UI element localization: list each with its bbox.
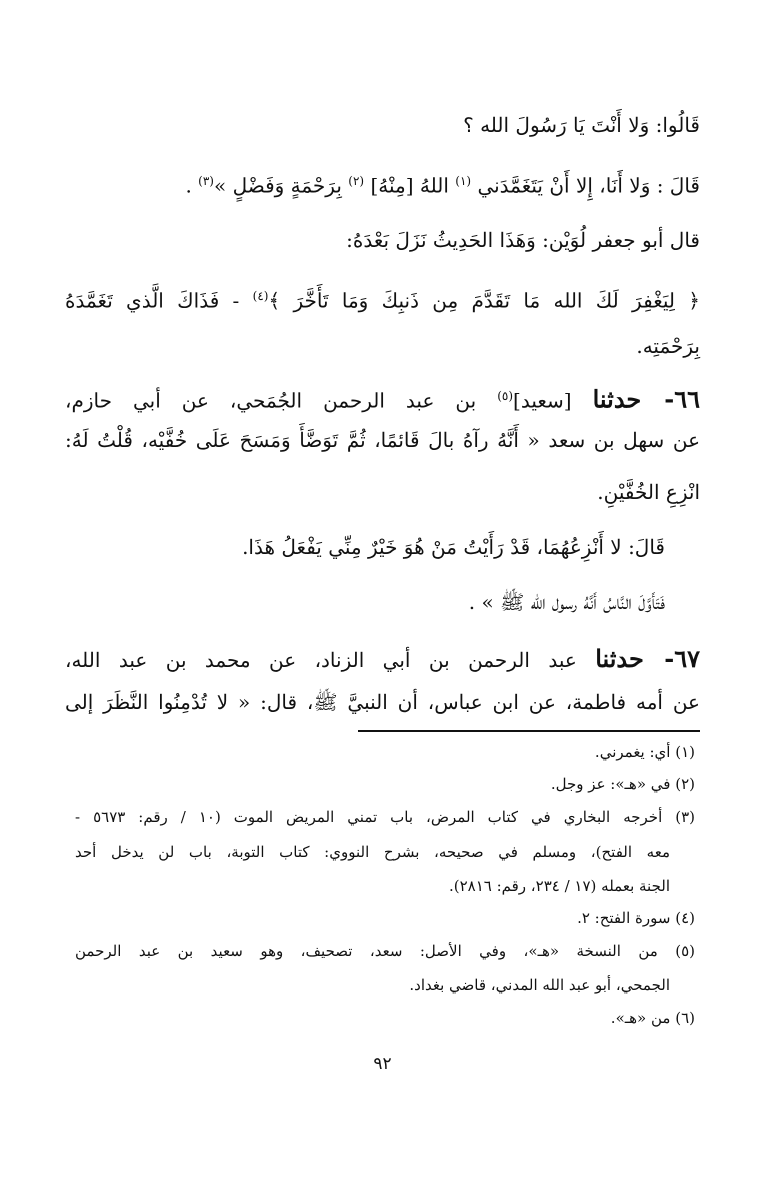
body-line-5: بِرَحْمَتِه. bbox=[636, 334, 700, 358]
footnote-3: (٣) أخرجه البخاري في كتاب المرض، باب تمني المريض الموت (١٠ / رقم: ٥٦٧٣ - bbox=[75, 808, 696, 826]
body-line-1: قَالُوا: وَلا أَنْتَ يَا رَسُولَ الله ؟ bbox=[463, 113, 700, 137]
text-segment: اللهُ [مِنْهُ] bbox=[370, 173, 449, 198]
hadith-67-header bbox=[65, 645, 700, 674]
page-number: ٩٢ bbox=[373, 1054, 392, 1074]
text-segment: بن عبد الرحمن الجُمَحي، عن أبي حازم، bbox=[65, 388, 477, 413]
body-line-10: فَتَأَوَّلَ النَّاسُ أَنَّهُ رسول الله ﷺ » . bbox=[468, 590, 665, 614]
hadith-heading: ٦٦- حدثنا bbox=[592, 384, 701, 414]
footnote-separator bbox=[358, 730, 700, 732]
hadith-66-header bbox=[65, 382, 700, 415]
footnote-2: (٢) في «هـ»: عز وجل. bbox=[550, 775, 695, 793]
body-line-9: قَالَ: لا أَنْزِعُهُمَا، قَدْ رَأَيْتُ مَنْ هُوَ خَيْرٌ مِنِّي يَفْعَلُ هَذَا. bbox=[242, 535, 665, 559]
footnote-6: (٦) من «هـ». bbox=[610, 1009, 695, 1027]
text-segment: - فَذَاكَ الَّذي تَغَمَّدَهُ bbox=[65, 288, 240, 313]
footnote-3-cont: الجنة بعمله (١٧ / ٢٣٤، رقم: ٢٨١٦). bbox=[448, 877, 670, 895]
footnote-5: (٥) من النسخة «هـ»، وفي الأصل: سعد، تصحيف، وهو سعيد بن عبد الرحمن bbox=[75, 942, 695, 960]
footnote-ref: (٢) bbox=[348, 174, 365, 188]
hadith-heading: ٦٧- حدثنا bbox=[595, 644, 700, 673]
quran-verse: ﴿ لِيَغْفِرَ لَكَ الله مَا تَقَدَّمَ مِن ذَنبِكَ وَمَا تَأَخَّرَ ﴾ bbox=[268, 288, 700, 313]
footnote-5-cont: الجمحي، أبو عبد الله المدني، قاضي بغداد. bbox=[409, 976, 670, 994]
body-line-2 bbox=[185, 167, 700, 200]
body-line-3: قال أبو جعفر لُوَيْن: وَهَذَا الحَدِيثُ نَزَلَ بَعْدَهُ: bbox=[346, 228, 700, 252]
body-line-12: عن أمه فاطمة، عن ابن عباس، أن النبيَّ ﷺ، قال: « لا تُدْمِنُوا النَّظَرَ إلى bbox=[65, 690, 700, 714]
body-line-8: انْزِعِ الخُفَّيْنِ. bbox=[597, 480, 700, 504]
body-line-7: عن سهل بن سعد « أَنَّهُ رآهُ بالَ قَائمًا، ثُمَّ تَوَضَّأَ وَمَسَحَ عَلَى خُفَّيْه، قُلْتُ لَهُ: bbox=[65, 428, 700, 452]
footnote-4: (٤) سورة الفتح: ٢. bbox=[577, 909, 695, 927]
text-segment: عبد الرحمن بن أبي الزناد، عن محمد بن عبد الله، bbox=[65, 648, 577, 672]
text-segment: [سعيد] bbox=[513, 388, 572, 413]
footnote-ref: (٤) bbox=[252, 289, 269, 303]
footnote-ref: (١) bbox=[455, 174, 472, 188]
footnote-1: (١) أي: يغمرني. bbox=[594, 743, 695, 761]
text-segment: بِرَحْمَةٍ وَفَضْلٍ » bbox=[213, 173, 342, 198]
footnote-3-cont: معه الفتح)، ومسلم في صحيحه، بشرح النووي: كتاب التوبة، باب لن يدخل أحد bbox=[75, 843, 670, 861]
footnote-ref: (٥) bbox=[497, 389, 514, 403]
quran-verse-line bbox=[65, 282, 700, 315]
text-segment: . bbox=[185, 173, 192, 198]
text-segment: قَالَ : وَلا أَنَا، إِلا أَنْ يَتَغَمَّدَني bbox=[477, 173, 700, 198]
footnote-ref: (٣) bbox=[198, 174, 214, 188]
